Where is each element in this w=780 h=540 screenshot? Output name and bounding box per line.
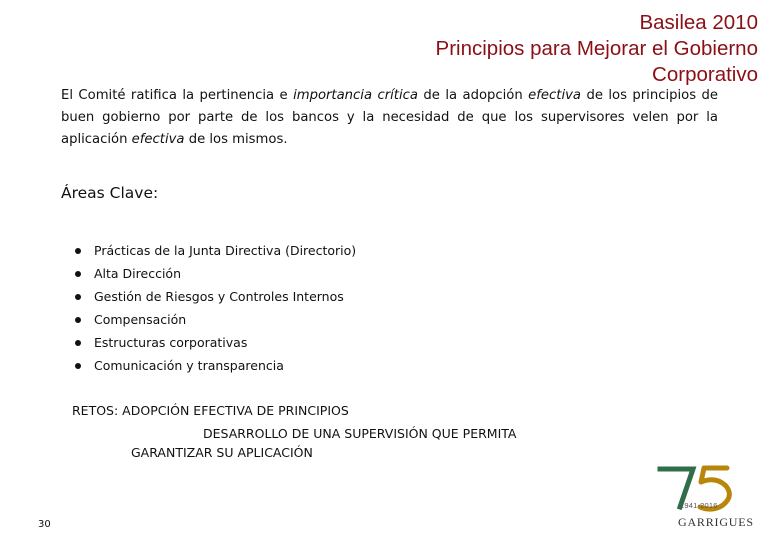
title-line-1: Basilea 2010 [639, 11, 758, 34]
title-line-3: Corporativo [652, 63, 758, 86]
slide-title [436, 10, 758, 88]
garrigues-logo [656, 462, 756, 534]
bullet-icon [75, 248, 81, 254]
intro-text-3: de los principios de buen gobierno por parte de los bancos y la necesidad de que los supervisores velen por la aplicación [61, 88, 719, 147]
title-line-2: Principios para Mejorar el Gobierno [435, 37, 758, 60]
bullet-icon [75, 363, 81, 369]
list-item [75, 331, 356, 354]
intro-text-4: de los mismos. [184, 132, 288, 147]
bullet-icon [75, 317, 81, 323]
bullet-icon [75, 271, 81, 277]
logo-name: GARRIGUES [678, 515, 754, 529]
list-item [75, 308, 356, 331]
intro-emphasis-2: efectiva [528, 88, 582, 103]
bullet-icon [75, 294, 81, 300]
list-item-label: Compensación [94, 312, 187, 327]
intro-text-2: de la adopción [417, 88, 529, 103]
list-item-label: Comunicación y transparencia [94, 358, 284, 373]
logo-years: 1941-2016 [680, 501, 718, 510]
list-item-label: Estructuras corporativas [94, 335, 248, 350]
intro-emphasis-1: importancia crítica [293, 88, 418, 103]
list-item-label: Alta Dirección [94, 266, 181, 281]
retos-line-3: GARANTIZAR SU APLICACIÓN [131, 445, 313, 460]
list-item [75, 262, 356, 285]
retos-line-2: DESARROLLO DE UNA SUPERVISIÓN QUE PERMITA [203, 426, 517, 441]
list-item [75, 285, 356, 308]
list-item [75, 354, 356, 377]
intro-emphasis-3: efectiva [131, 132, 185, 147]
page-number: 30 [38, 519, 51, 530]
list-item-label: Prácticas de la Junta Directiva (Directorio) [94, 243, 357, 258]
bullet-icon [75, 340, 81, 346]
retos-line-1: RETOS: ADOPCIÓN EFECTIVA DE PRINCIPIOS [72, 403, 349, 418]
list-item-label: Gestión de Riesgos y Controles Internos [94, 289, 344, 304]
list-item [75, 239, 356, 262]
intro-text-1: El Comité ratifica la pertinencia e [61, 88, 294, 103]
areas-list [75, 239, 356, 377]
areas-heading: Áreas Clave: [61, 184, 159, 202]
intro-paragraph [61, 85, 718, 151]
